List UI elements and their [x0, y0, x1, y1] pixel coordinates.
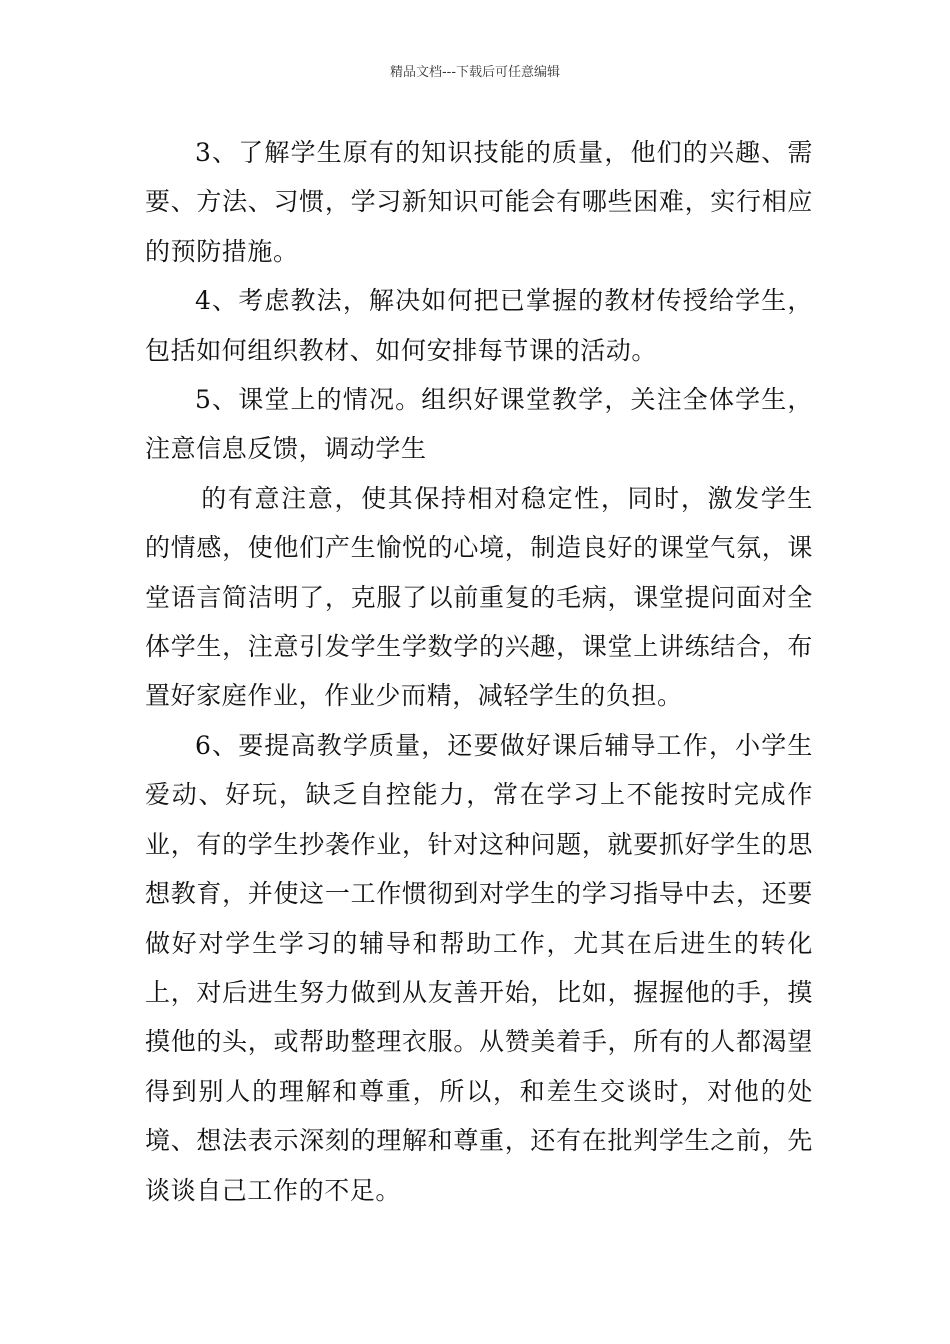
- paragraph-item-3: 3、了解学生原有的知识技能的质量，他们的兴趣、需要、方法、习惯，学习新知识可能会有哪些困难，实行相应的预防措施。: [145, 138, 813, 266]
- document-body: [145, 128, 813, 1215]
- paragraph-item-5: 5、课堂上的情况。组织好课堂教学，关注全体学生，注意信息反馈，调动学生: [145, 385, 813, 464]
- paragraph-item-4: 4、考虑教法，解决如何把已掌握的教材传授给学生，包括如何组织教材、如何安排每节课的活动。: [145, 286, 813, 365]
- paragraph-item-5-continued: 的有意注意，使其保持相对稳定性，同时，激发学生的情感，使他们产生愉悦的心境，制造良好的课堂气氛，课堂语言简洁明了，克服了以前重复的毛病，课堂提问面对全体学生，注意引发学生学数学的兴趣，课堂上讲练结合，布置好家庭作业，作业少而精，减轻学生的负担。: [145, 483, 813, 711]
- page-header: 精品文档---下载后可任意编辑: [389, 65, 561, 80]
- paragraph-item-6: 6、要提高教学质量，还要做好课后辅导工作，小学生爱动、好玩，缺乏自控能力，常在学习上不能按时完成作业，有的学生抄袭作业，针对这种问题，就要抓好学生的思想教育，并使这一工作惯彻到对学生的学习指导中去，还要做好对学生学习的辅导和帮助工作，尤其在后进生的转化上，对后进生努力做到从友善开始，比如，握握他的手，摸摸他的头，或帮助整理衣服。从赞美着手，所有的人都渴望得到别人的理解和尊重，所以，和差生交谈时，对他的处境、想法表示深刻的理解和尊重，还有在批判学生之前，先谈谈自己工作的不足。: [145, 730, 813, 1205]
